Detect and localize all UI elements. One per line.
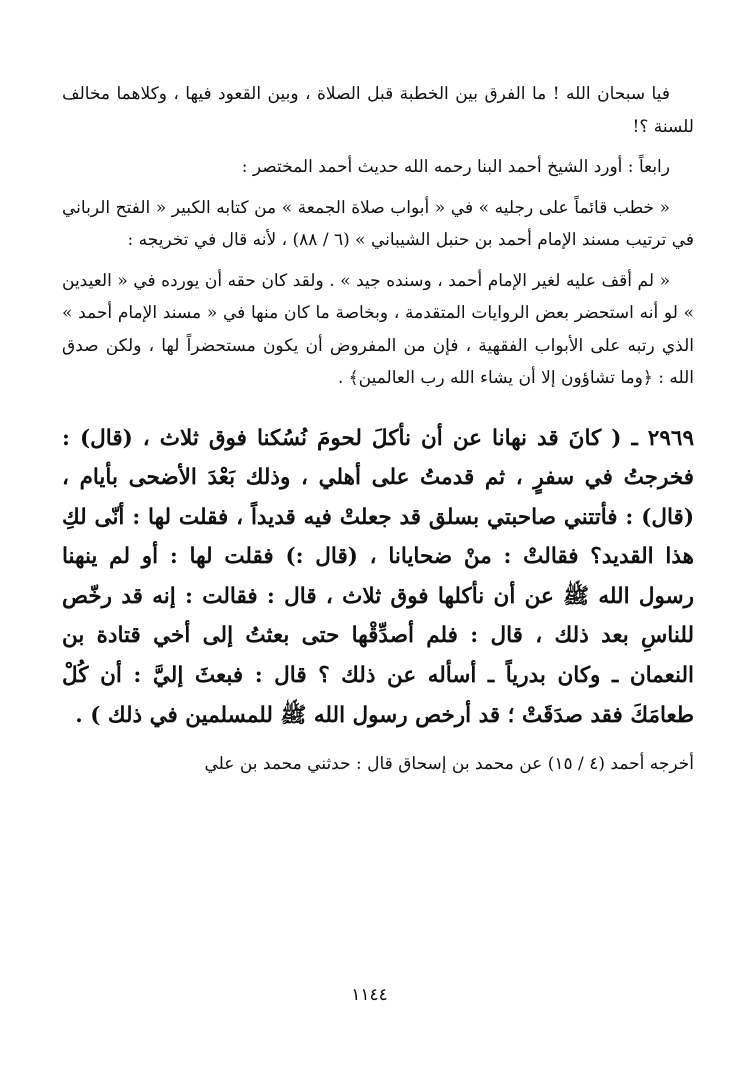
- spacer: [62, 143, 694, 151]
- spacer: [62, 257, 694, 265]
- paragraph-3: « خطب قائماً على رجليه » في « أبواب صلاة الجمعة » من كتابه الكبير « الفتح الرباني في ترتيب مسند الإمام أحمد بن حنبل الشيباني » (٦ / ٨٨) ، لأنه قال في تخريجه :: [62, 197, 694, 250]
- footnote: أخرجه أحمد (٤ / ١٥) عن محمد بن إسحاق قال : حدثني محمد بن علي: [204, 754, 694, 775]
- hadith-paragraph: [62, 419, 694, 736]
- paragraph-1: فيا سبحان الله ! ما الفرق بين الخطبة قبل الصلاة ، وبين القعود فيها ، وكلاهما مخالف للسنة ؟!: [62, 84, 694, 137]
- page-content: [62, 78, 694, 779]
- spacer: [62, 395, 694, 419]
- hadith-text: ـ ( كانَ قد نهانا عن أن نأكلَ لحومَ نُسُكنا فوق ثلاث ، (قال) : فخرجتُ في سفرٍ ، ثم قدمتُ على أهلي ، وذلك بَعْدَ الأضحى بأيام ، (قال) : فأتتني صاحبتي بسلق قد جعلتْ فيه قديداً ، فقلت لها : أنّى لكِ هذا القديد؟ فقالتْ : منْ ضحايانا ، (قال :) فقلت لها : أو لم ينهنا رسول الله ﷺ عن أن نأكلها فوق ثلاث ، قال : فقالت : إنه قد رخّص للناسِ بعد ذلك ، قال : فلم أصدِّقْها حتى بعثتُ إلى أخي قتادة بن النعمان ـ وكان بدرياً ـ أسأله عن ذلك ؟ قال : فبعثَ إليَّ : أن كُلْ طعامَكَ فقد صدَقَتْ ؛ قد أرخص رسول الله ﷺ للمسلمين في ذلك ) .: [62, 425, 694, 728]
- paragraph-4: « لم أقف عليه لغير الإمام أحمد ، وسنده جيد » . ولقد كان حقه أن يورده في « العيدين » لو أنه استحضر بعض الروايات المتقدمة ، وبخاصة ما كان منها في « مسند الإمام أحمد » الذي رتبه على الأبواب الفقهية ، فإن من المفروض أن يكون مستحضراً لها ، ولكن صدق الله : ﴿وما تشاؤون إلا أن يشاء الله رب العالمين﴾ .: [62, 270, 694, 388]
- page-number: ١١٤٤: [351, 985, 388, 1005]
- paragraph-2: رابعاً : أورد الشيخ أحمد البنا رحمه الله حديث أحمد المختصر :: [241, 157, 670, 177]
- spacer: [62, 184, 694, 192]
- hadith-number: ٢٩٦٩: [647, 425, 694, 451]
- spacer: [62, 735, 694, 749]
